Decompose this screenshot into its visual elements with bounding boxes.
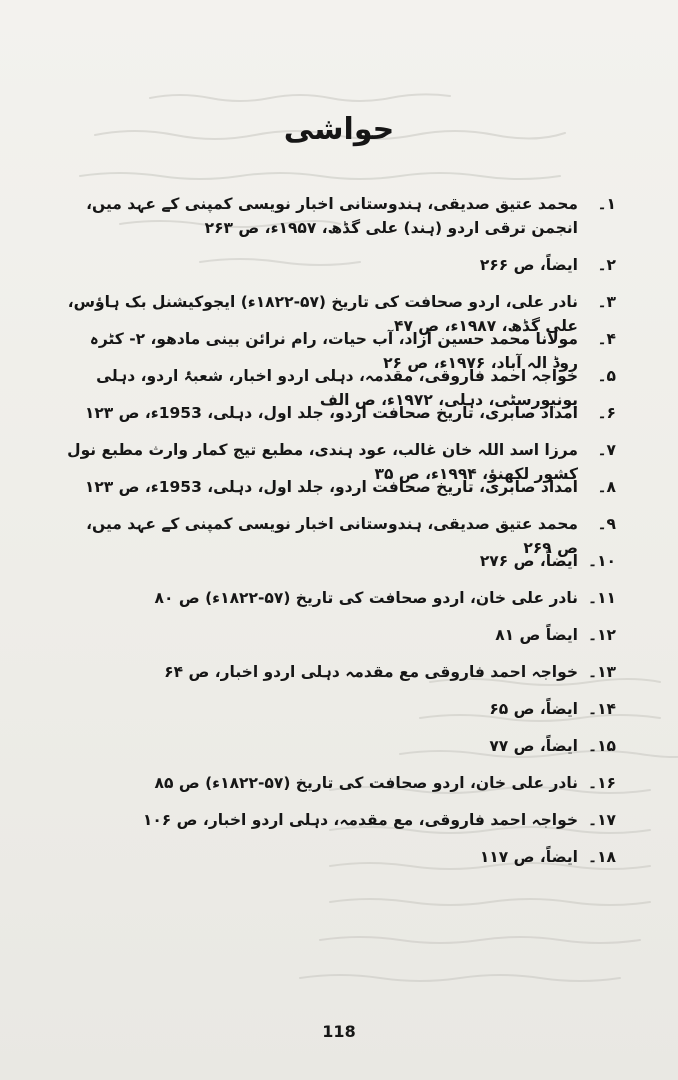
- footnote-item: [56, 845, 616, 882]
- footnote-item: [56, 512, 616, 557]
- footnote-text: محمد عتیق صدیقی، ہندوستانی اخبار نویسی کمپنی کے عہد میں، ص ۲۶۹: [86, 515, 578, 557]
- footnote-item: [56, 586, 616, 623]
- footnote-text: خواجہ احمد فاروقی، مقدمہ، دہلی اردو اخبار، شعبۂ اردو، دہلی یونیورسٹی، دہلی، ۱۹۷۲ء، ص الف: [96, 367, 578, 409]
- footnote-item: [56, 327, 616, 372]
- footnote-number: ۸۔: [597, 478, 616, 496]
- footnote-text: نادر علی خان، اردو صحافت کی تاریخ (۵۷-۱۸۲۲ء) ص ۸۵: [154, 774, 578, 792]
- footnote-text: محمد عتیق صدیقی، ہندوستانی اخبار نویسی کمپنی کے عہد میں، انجمن ترقی اردو (ہند) علی گڈھ، ۱۹۵۷ء، ص ۲۶۳: [86, 195, 578, 237]
- footnote-text: خواجہ احمد فاروقی، مع مقدمہ، دہلی اردو اخبار، ص ۱۰۶: [142, 811, 578, 829]
- footnote-item: [56, 401, 616, 438]
- footnote-item: [56, 192, 616, 253]
- footnote-item: [56, 808, 616, 845]
- footnote-number: ۱۴۔: [587, 700, 616, 718]
- footnote-item: [56, 771, 616, 808]
- footnote-number: ۱۳۔: [587, 663, 616, 681]
- footnote-number: ۱۷۔: [587, 811, 616, 829]
- footnote-number: ۱۸۔: [587, 848, 616, 866]
- footnote-text: ایضاً ص ۸۱: [495, 626, 578, 644]
- footnote-item: [56, 549, 616, 586]
- footnote-text: ایضاً، ص ۷۷: [489, 737, 578, 755]
- footnote-item: [56, 438, 616, 483]
- footnote-text: ایضاً، ص ۲۷۶: [479, 552, 578, 570]
- footnote-number: ۲۔: [597, 256, 616, 274]
- footnote-item: [56, 475, 616, 512]
- footnote-item: [56, 253, 616, 290]
- footnote-text: ایضاً، ص ۱۱۷: [479, 848, 578, 866]
- footnote-number: ۶۔: [597, 404, 616, 422]
- footnote-item: [56, 623, 616, 660]
- footnote-text: نادر علی خان، اردو صحافت کی تاریخ (۵۷-۱۸۲۲ء) ص ۸۰: [154, 589, 578, 607]
- footnote-number: ۹۔: [597, 515, 616, 533]
- footnote-text: خواجہ احمد فاروقی مع مقدمہ دہلی اردو اخبار، ص ۶۴: [164, 663, 578, 681]
- footnote-number: ۱۶۔: [587, 774, 616, 792]
- page-number: 118: [322, 1022, 356, 1041]
- footnote-text: امداد صابری، تاریخ صحافت اردو، جلد اول، دہلی، 1953ء، ص ۱۲۳: [84, 478, 578, 496]
- footnotes-list: [56, 192, 616, 882]
- footnote-number: ۵۔: [597, 367, 616, 385]
- footnote-number: ۱۵۔: [587, 737, 616, 755]
- footnote-number: ۱۱۔: [587, 589, 616, 607]
- footnote-text: نادر علی، اردو صحافت کی تاریخ (۵۷-۱۸۲۲ء) ایجوکیشنل بک ہاؤس، علی گڈھ، ۱۹۸۷ء، ص ۴۷: [67, 293, 578, 335]
- footnote-text: مرزا اسد اللہ خان غالب، عود ہندی، مطبع تیج کمار وارث مطبع نول کشور لکھنؤ، ۱۹۹۴ء، ص ۳۵: [67, 441, 578, 483]
- footnote-number: ۱۔: [597, 195, 616, 213]
- footnote-item: [56, 290, 616, 335]
- footnote-number: ۴۔: [597, 330, 616, 348]
- footnote-text: امداد صابری، تاریخ صحافت اردو، جلد اول، دہلی، 1953ء، ص ۱۲۳: [84, 404, 578, 422]
- footnote-text: ایضاً، ص ۶۵: [489, 700, 578, 718]
- footnote-item: [56, 364, 616, 409]
- footnote-number: ۷۔: [597, 441, 616, 459]
- footnote-item: [56, 734, 616, 771]
- footnote-text: ایضاً، ص ۲۶۶: [479, 256, 578, 274]
- page-heading: حواشی: [283, 112, 395, 147]
- footnote-number: ۱۲۔: [587, 626, 616, 644]
- footnote-number: ۳۔: [597, 293, 616, 311]
- footnote-number: ۱۰۔: [587, 552, 616, 570]
- footnote-item: [56, 697, 616, 734]
- footnote-item: [56, 660, 616, 697]
- footnote-text: مولانا محمد حسین آزاد، آب حیات، رام نرائن بینی مادھو، ۲- کٹرہ روڈ الہ آباد، ۱۹۷۶ء، ص ۲۶: [89, 330, 578, 372]
